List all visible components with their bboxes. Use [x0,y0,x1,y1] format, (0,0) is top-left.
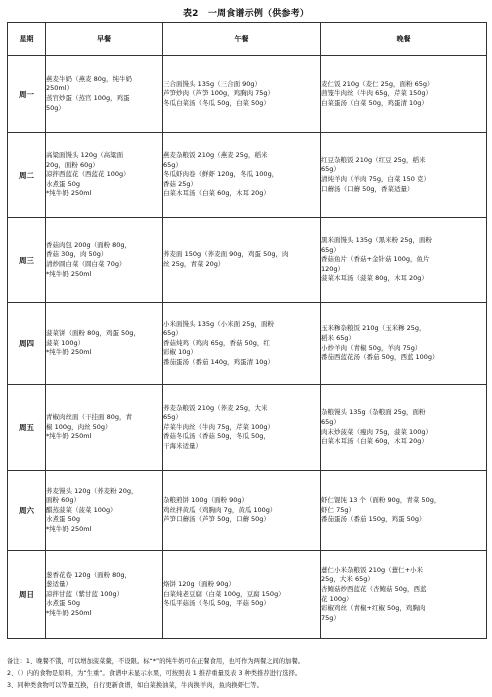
breakfast-cell [46,56,163,133]
dish-line: 烙饼 120g（面粉 90g） [163,580,236,589]
dinner-cell [321,133,487,218]
footnote: 2、（）内的食物是原料，为“生重”。食谱中未显示水果，可按照表 1 推荐重量及表 3 种类推荐进行选择。 [7,670,302,677]
dinner-cell [321,218,487,303]
dish-line: 65g） [321,417,340,426]
table-title: 表2 一周食谱示例（供参考） [182,9,310,19]
table-row [8,551,487,639]
dish-line: 荞麦馒头 120g（荞麦粉 20g， [46,486,138,495]
dish-line: 芦笋口蘑汤（芦笋 50g，口蘑 50g） [163,515,270,524]
dish-line: 清炖羊肉（羊肉 75g，白菜 150 克） [321,175,431,183]
dish-line: 面粉 60g） [46,496,80,505]
dish-line: *纯牛奶 250ml [46,348,92,357]
dish-line: 虾仁 75g） [321,505,355,514]
dish-line: 20g，面粉 60g） [46,160,99,169]
dinner-cell [321,303,487,385]
footnotes [7,656,486,692]
header-day: 星期 [8,23,46,56]
dish-line: 稻米 65g） [321,333,355,342]
lunch-cell [163,471,321,551]
lunch-cell [163,385,321,471]
dish-line: *纯牛奶 250ml [46,432,92,441]
day-label: 周五 [8,385,46,471]
day-label: 周三 [8,218,46,303]
dinner-cell [321,385,487,471]
dish-line: 干海米适量） [163,441,202,450]
dish-line: 荞麦杂粮饭 210g（荞麦 25g，大米 [163,403,268,412]
dish-line: 白菜木耳汤（白菜 60g，木耳 20g） [321,437,428,446]
dish-line: 50g） [46,103,65,112]
dish-line: 白菜木耳汤（白菜 60g，木耳 20g） [163,189,270,198]
dish-line: 小炒羊肉（青椒 50g，羊肉 75g） [321,343,422,352]
dish-line: 彩椒鸡丝（青椒+红椒 50g，鸡胸肉 [321,604,426,613]
dish-line: 杂粮馒头 135g（杂粮面 25g，面粉 [321,408,426,417]
dish-line: 醋蒸菠菜（菠菜 100g） [46,505,117,514]
dish-line: 冬瓜平菇汤（冬瓜 50g，平菇 50g） [163,599,270,608]
breakfast-cell [46,303,163,385]
dish-line: 菠菜木耳汤（菠菜 80g，木耳 20g） [321,274,428,283]
dish-line: 口蘑汤（口蘑 50g，香菜适量） [321,184,414,193]
dish-line: 丝 25g，青菜 20g） [163,260,225,268]
dish-line: 荞麦面 150g（荞麦面 90g，鸡蛋 50g，肉 [163,250,289,259]
dish-line: 白菜炖老豆腐（白菜 100g，豆腐 150g） [163,589,285,598]
dinner-cell [321,56,487,133]
dish-line: 水煮蛋 50g [46,515,80,524]
lunch-cell [163,218,321,303]
table-row [8,56,487,133]
dish-line: 椒 100g，肉丝 50g） [46,422,112,431]
day-label: 周六 [8,471,46,551]
dish-line: 香菇 25g） [163,179,197,188]
dish-line: 香菇鱼片（香菇+金针菇 100g，鱼片 [321,255,430,264]
header-breakfast: 早餐 [46,23,163,56]
dish-line: 25g，大米 65g） [321,575,374,584]
dish-line: 燕麦杂粮饭 210g（燕麦 25g，稻米 [163,151,268,160]
dish-line: 青椒肉丝面（干挂面 80g，青 [46,413,132,422]
dish-line: 杏鲍菇炒西蓝花（杏鲍菇 50g，西蓝 [321,584,427,593]
dish-line: 薏仁小米杂粮饭 210g（薏仁+小米 [321,565,424,574]
day-label: 周日 [8,551,46,639]
dish-line: 葱适量） [46,580,72,589]
dish-line: 番茄蛋汤（番茄 150g，鸡蛋 50g） [321,515,426,524]
dish-line: 高粱面馒头 120g（高粱面 [46,151,124,160]
dish-line: 菠菜 100g） [46,338,85,347]
table-row [8,133,487,218]
dish-line: 香菇冬瓜汤（香菇 50g，冬瓜 50g， [163,432,270,441]
dish-line: 杂粮煎饼 100g（面粉 90g） [163,496,249,505]
lunch-cell [163,133,321,218]
dinner-cell [321,471,487,551]
day-label: 周四 [8,303,46,385]
dish-line: 香菇肉包 200g（面粉 80g， [46,240,132,249]
table-row [8,303,487,385]
dish-line: 彩椒 10g） [163,348,197,357]
table-row [8,385,487,471]
dish-line: 小米面馒头 135g（小米面 25g，面粉 [163,319,275,328]
dish-line: 黑米面馒头 135g（黑米粉 25g，面粉 [321,236,433,245]
lunch-cell [163,56,321,133]
dish-line: 茴笼牛肉丝（牛肉 65g，芹菜 150g） [321,89,433,98]
dish-line: 红豆杂粮饭 210g（红豆 25g，稻米 [321,155,426,164]
dish-line: *纯牛奶 250ml [46,189,92,198]
dish-line: 250ml） [46,84,74,93]
dish-line: 水煮蛋 50g [46,179,80,188]
dish-line: *纯牛奶 250ml [46,524,92,533]
table-row [8,218,487,303]
dish-line: 65g） [321,245,340,254]
dish-line: 三合面馒头 135g（三合面 90g） [163,79,262,88]
table-row [8,471,487,551]
breakfast-cell [46,133,163,218]
dish-line: 番茄西蓝花汤（番茄 50g，西蓝 100g） [321,353,439,362]
day-label: 周一 [8,56,46,133]
dish-line: 冬瓜白菜汤（冬瓜 50g，白菜 50g） [163,98,270,107]
dish-line: 麦仁饭 210g（麦仁 25g，面粉 65g） [321,79,434,88]
dish-line: 玉米糁杂粮饭 210g（玉米糁 25g， [321,324,426,333]
dish-line: 凉拌甘蓝（紫甘蓝 100g） [46,589,124,598]
dish-line: 清炒圆白菜（圆白菜 70g） [46,260,126,268]
breakfast-cell [46,218,163,303]
dish-line: 65g） [163,413,182,422]
header-dinner: 晚餐 [321,23,487,56]
breakfast-cell [46,385,163,471]
dish-line: 65g） [163,160,182,169]
dish-line: 葱香花卷 120g（面粉 80g， [46,570,132,579]
dish-line: 芹菜牛肉丝（牛肉 75g，芹菜 100g） [163,422,275,431]
dish-line: 芦笋炒肉（芦笋 100g，鸡胸肉 75g） [163,89,275,98]
dish-line: 白菜蛋汤（白菜 50g，鸡蛋清 10g） [321,98,428,107]
dish-line: 番茄蛋汤（番茄 140g，鸡蛋清 10g） [163,357,275,366]
dish-line: 燕麦牛奶（燕麦 80g，纯牛奶 [46,74,132,83]
header-lunch: 午餐 [163,23,321,56]
dish-line: 菠菜饼（面粉 80g，鸡蛋 50g， [46,329,140,338]
dish-line: 水煮蛋 50g [46,599,80,608]
dish-line: *纯牛奶 250ml [46,608,92,617]
dish-line: 65g） [321,165,340,174]
footnote: 3、同种类食物可以等量互换，自行更新食谱，如白菜换油菜，牛肉换羊肉，鱼肉换虾仁等。 [7,682,263,689]
dish-line: 65g） [163,329,182,338]
dish-line: 75g） [321,613,340,622]
dish-line: 鸡丝拌黄瓜（鸡胸肉 7g，黄瓜 100g） [163,505,277,514]
lunch-cell [163,303,321,385]
dish-line: 香菇 30g，肉 50g） [46,250,108,259]
dish-line: 肉末炒菠菜（瘦肉 75g，菠菜 100g） [321,427,433,436]
dish-line: 凉拌西蓝花（西蓝花 100g） [46,170,130,179]
breakfast-cell [46,551,163,639]
dish-line: 冬瓜虾肉卷（鲜虾 120g，冬瓜 100g， [163,170,279,179]
footnote: 备注：1、晚餐不饿，可以增加菠菜鳌，不设限。标“*”的纯牛奶可在正餐食用，也可作为两餐之间的加餐。 [7,658,305,665]
breakfast-cell [46,471,163,551]
dish-line: 120g） [321,264,345,273]
dish-line: 香菇炖鸡（鸡肉 65g，香菇 50g，红 [163,338,270,347]
dish-line: 虾仁馄饨 13 个（面粉 90g，青菜 50g， [321,496,441,505]
day-label: 周二 [8,133,46,218]
weekly-menu-table [7,22,487,639]
dish-line: *纯牛奶 250ml [46,269,92,278]
dinner-cell [321,551,487,639]
dish-line: 蒸官炒蛋（蒸官 100g，鸡蛋 [46,94,130,102]
header-row [8,23,487,56]
lunch-cell [163,551,321,639]
dish-line: 花 100g） [321,594,353,603]
